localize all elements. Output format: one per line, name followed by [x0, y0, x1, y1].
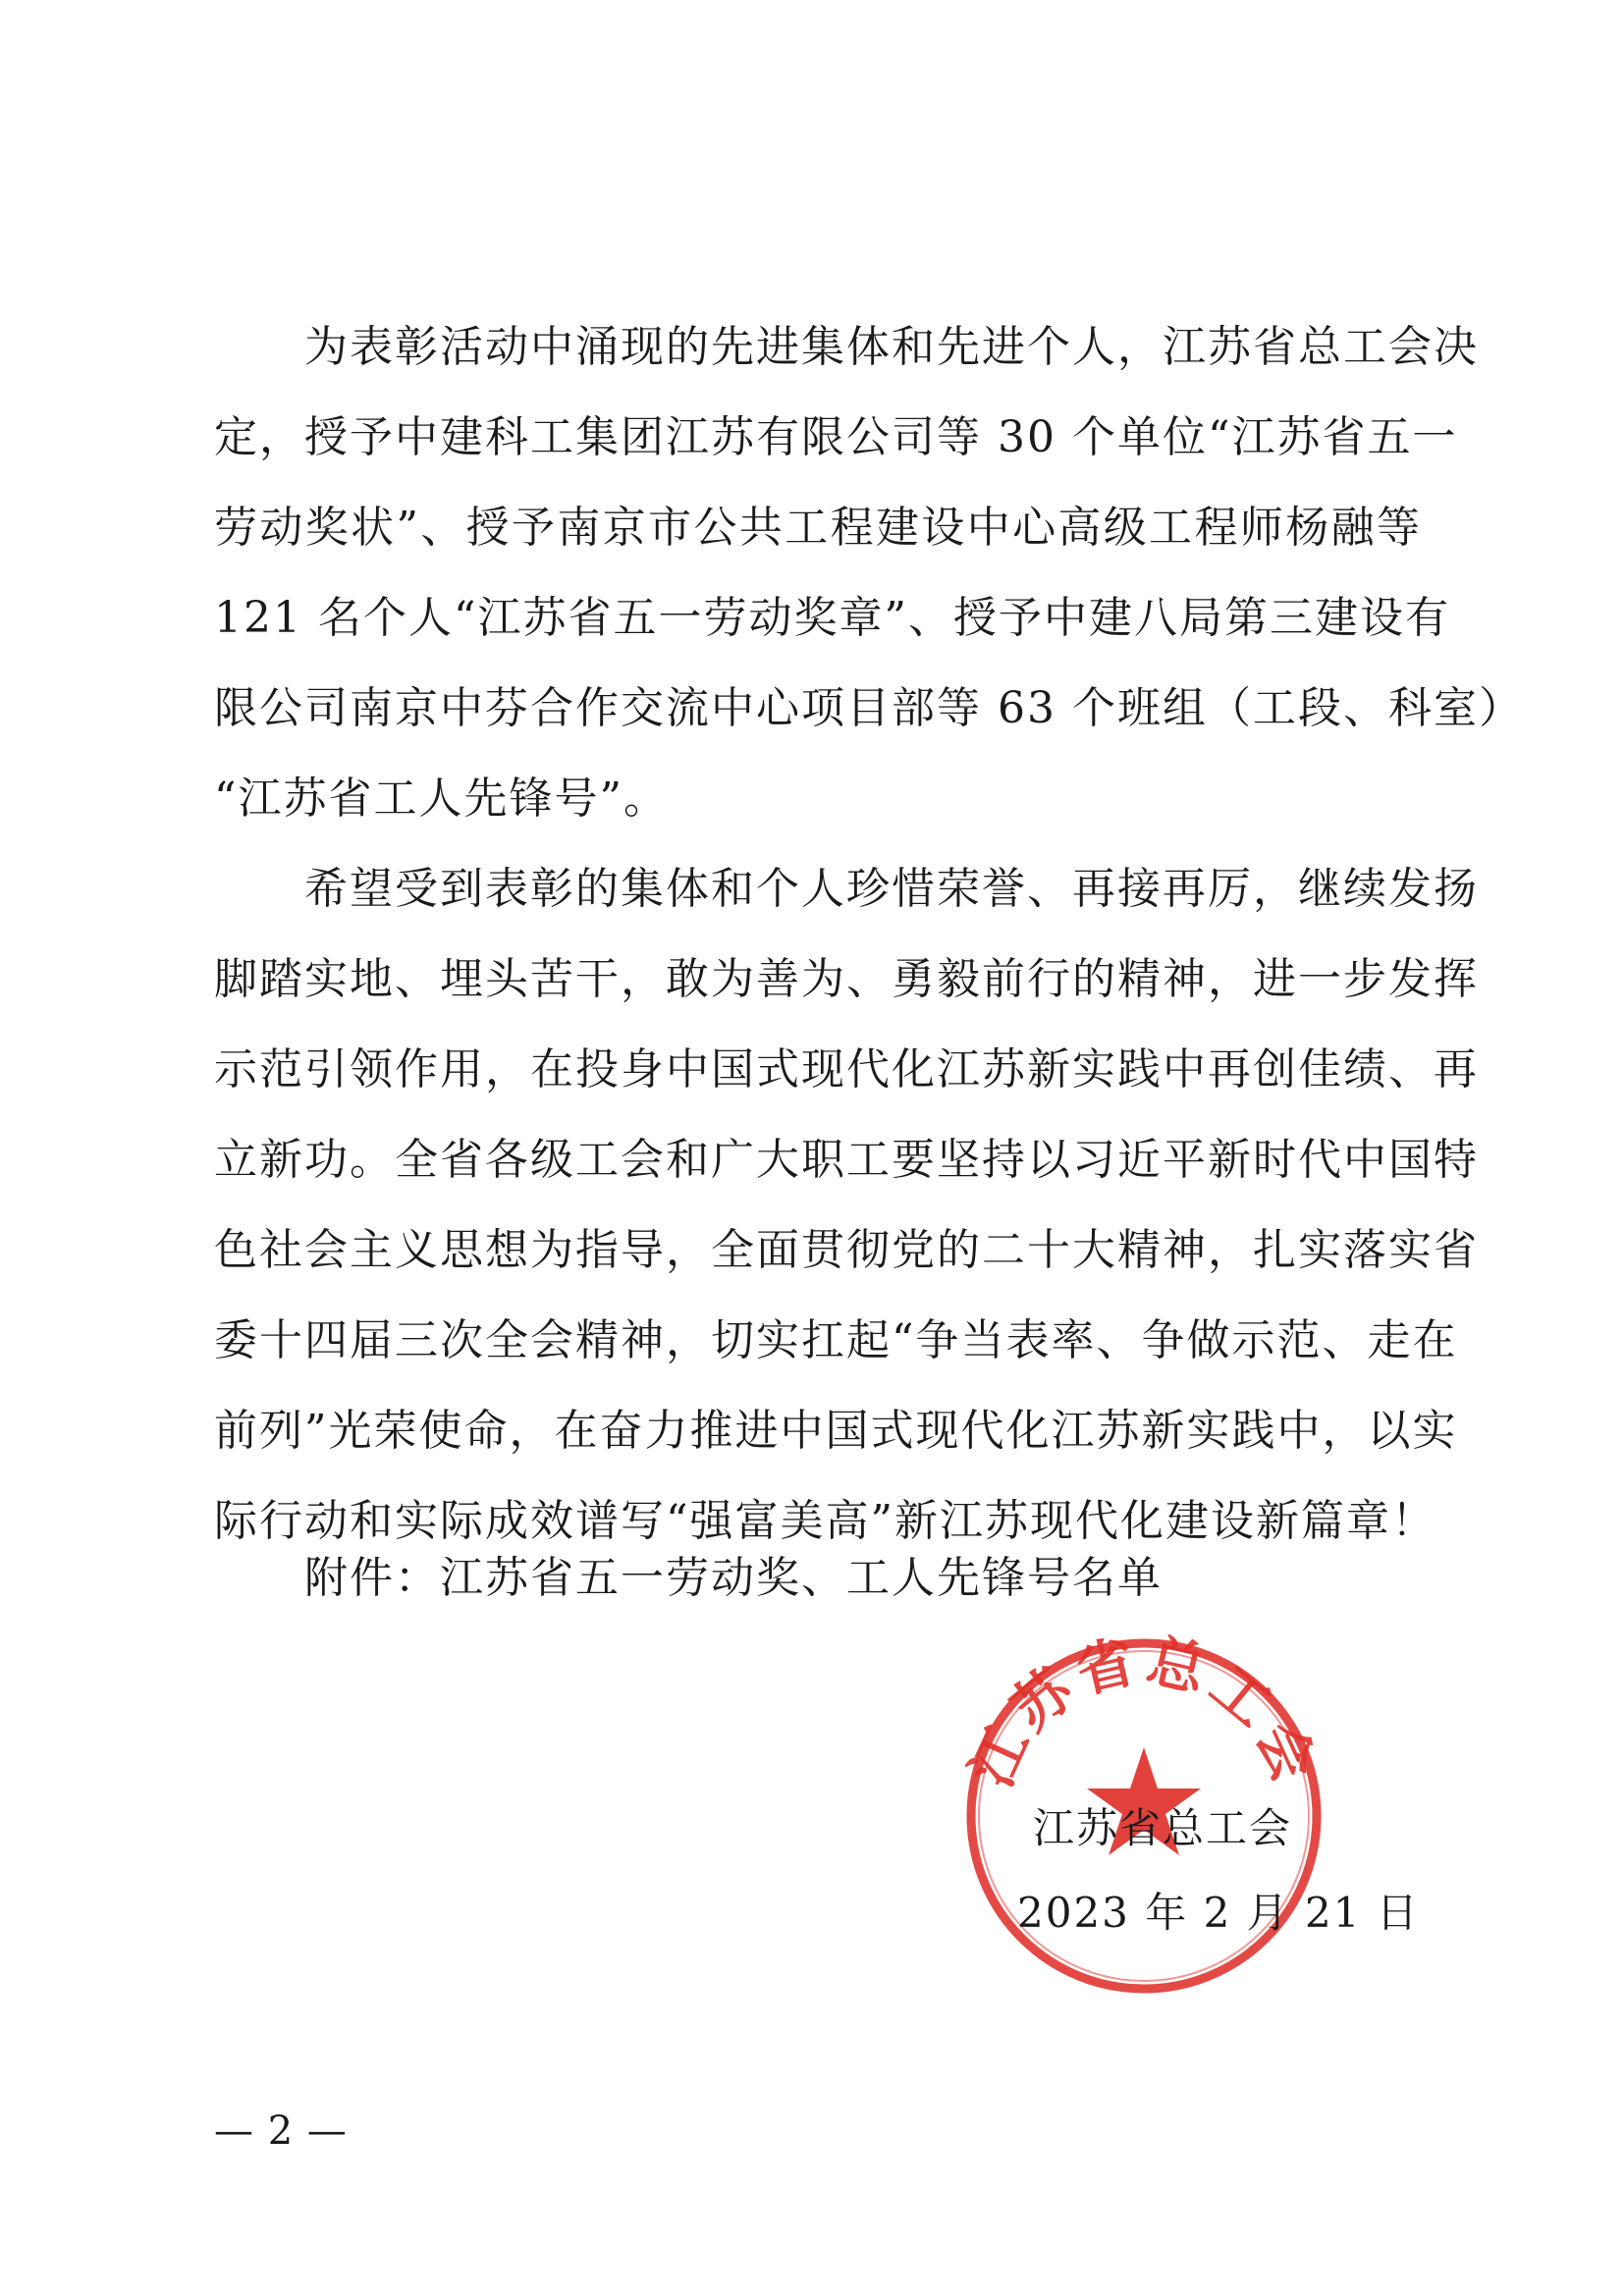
paragraph-line: 脚踏实地、埋头苦干，敢为善为、勇毅前行的精神，进一步发挥 — [214, 954, 1479, 1004]
paragraph-line: 定，授予中建科工集团江苏有限公司等 30 个单位“江苏省五一 — [214, 412, 1458, 462]
signature-organization: 江苏省总工会 — [1032, 1804, 1292, 1852]
paragraph-line: 际行动和实际成效谱写“强富美高”新江苏现代化建设新篇章！ — [214, 1496, 1436, 1546]
paragraph-2 — [214, 844, 1479, 1567]
paragraph-line: 色社会主义思想为指导，全面贯彻党的二十大精神，扎实落实省 — [214, 1225, 1479, 1275]
signature-date: 2023 年 2 月 21 日 — [1017, 1889, 1420, 1937]
paragraph-line: “江苏省工人先锋号”。 — [214, 774, 669, 824]
paragraph-line: 121 名个人“江苏省五一劳动奖章”、授予中建八局第三建设有 — [214, 593, 1450, 643]
paragraph-line: 为表彰活动中涌现的先进集体和先进个人，江苏省总工会决 — [304, 322, 1479, 372]
paragraph-line: 示范引领作用，在投身中国式现代化江苏新实践中再创佳绩、再 — [214, 1044, 1479, 1095]
attachment-note: 附件：江苏省五一劳动奖、工人先锋号名单 — [304, 1553, 1163, 1603]
paragraph-line: 立新功。全省各级工会和广大职工要坚持以习近平新时代中国特 — [214, 1135, 1479, 1185]
paragraph-line: 委十四届三次全会精神，切实扛起“争当表率、争做示范、走在 — [214, 1315, 1458, 1365]
svg-text:江苏省总工会: 江苏省总工会 — [957, 1629, 1330, 1797]
paragraph-line: 前列”光荣使命，在奋力推进中国式现代化江苏新实践中，以实 — [214, 1406, 1458, 1456]
paragraph-line: 劳动奖状”、授予南京市公共工程建设中心高级工程师杨融等 — [214, 503, 1422, 553]
paragraph-line: 限公司南京中芬合作交流中心项目部等 63 个班组（工段、科室） — [214, 683, 1524, 733]
page-number: — 2 — — [214, 2109, 348, 2154]
document-body — [214, 302, 1524, 1567]
signature-block — [998, 1787, 1420, 1955]
paragraph-1 — [214, 302, 1524, 844]
paragraph-line: 希望受到表彰的集体和个人珍惜荣誉、再接再厉，继续发扬 — [304, 864, 1479, 914]
